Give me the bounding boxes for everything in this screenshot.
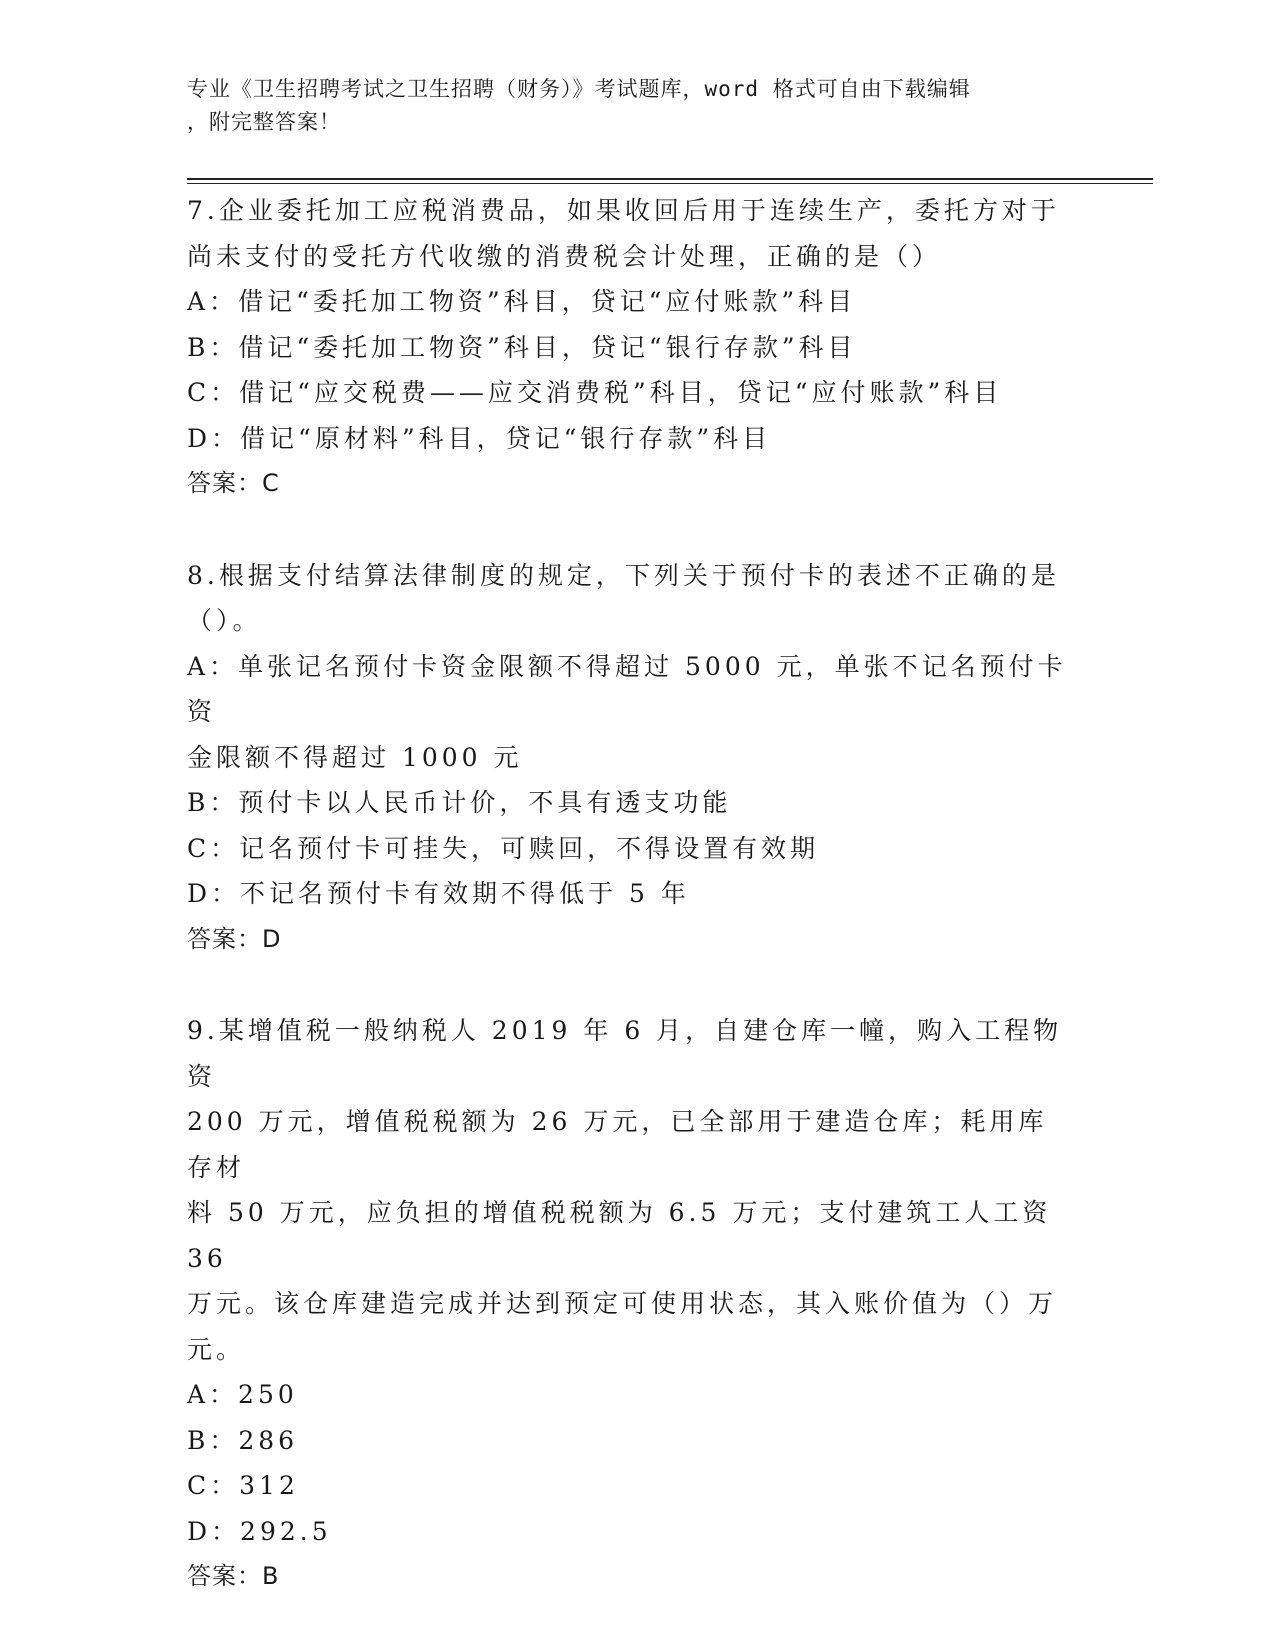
answer-line: 答案：C	[187, 469, 280, 497]
document-header	[187, 73, 1067, 139]
option-c: C：借记“应交税费——应交消费税”科目，贷记“应付账款”科目	[187, 378, 1003, 407]
header-line-2: ，附完整答案！	[187, 110, 341, 134]
option-d: D：借记“原材料”科目，贷记“银行存款”科目	[187, 423, 772, 453]
answer-line: 答案：D	[187, 924, 282, 953]
option-a: A：单张记名预付卡资金限额不得超过 5000 元，单张不记名预付卡资	[187, 651, 1067, 726]
question-stem-line: 尚未支付的受托方代收缴的消费税会计处理，正确的是（）	[187, 241, 942, 271]
question-7	[187, 188, 1067, 507]
option-d: D：不记名预付卡有效期不得低于 5 年	[187, 879, 690, 908]
question-stem-line: 9.某增值税一般纳税人 2019 年 6 月，自建仓库一幢，购入工程物资	[187, 1016, 1063, 1091]
answer-line: 答案：B	[187, 1562, 280, 1590]
question-9	[187, 1008, 1067, 1600]
question-stem-line: （）。	[187, 606, 262, 635]
option-b: B：286	[187, 1425, 299, 1455]
option-c: C：记名预付卡可挂失，可赎回，不得设置有效期	[187, 833, 820, 863]
option-b: B：预付卡以人民币计价，不具有透支功能	[187, 788, 732, 817]
header-divider-thick	[187, 178, 1153, 180]
option-a: A：250	[187, 1380, 298, 1409]
header-divider-thin	[187, 183, 1153, 184]
option-d: D：292.5	[187, 1516, 332, 1546]
option-b: B：借记“委托加工物资”科目，贷记“银行存款”科目	[187, 332, 857, 362]
header-line-1: 专业《卫生招聘考试之卫生招聘（财务）》考试题库，word 格式可自由下载编辑	[187, 77, 971, 101]
option-a-continued: 金限额不得超过 1000 元	[187, 742, 523, 772]
question-stem-line: 料 50 万元，应负担的增值税税额为 6.5 万元；支付建筑工人工资 36	[187, 1198, 1064, 1273]
question-stem-line: 200 万元，增值税税额为 26 万元，已全部用于建造仓库；耗用库存材	[187, 1107, 1048, 1182]
option-a: A：借记“委托加工物资”科目，贷记“应付账款”科目	[187, 287, 857, 316]
question-list	[187, 188, 1067, 1646]
question-stem-line: 7.企业委托加工应税消费品，如果收回后用于连续生产，委托方对于	[187, 196, 1060, 225]
question-stem-line: 元。	[187, 1334, 246, 1364]
question-stem-line: 8.根据支付结算法律制度的规定，下列关于预付卡的表述不正确的是	[187, 560, 1060, 590]
question-8	[187, 553, 1067, 963]
question-stem-line: 万元。该仓库建造完成并达到预定可使用状态，其入账价值为（）万	[187, 1289, 1058, 1318]
option-c: C：312	[187, 1471, 299, 1500]
